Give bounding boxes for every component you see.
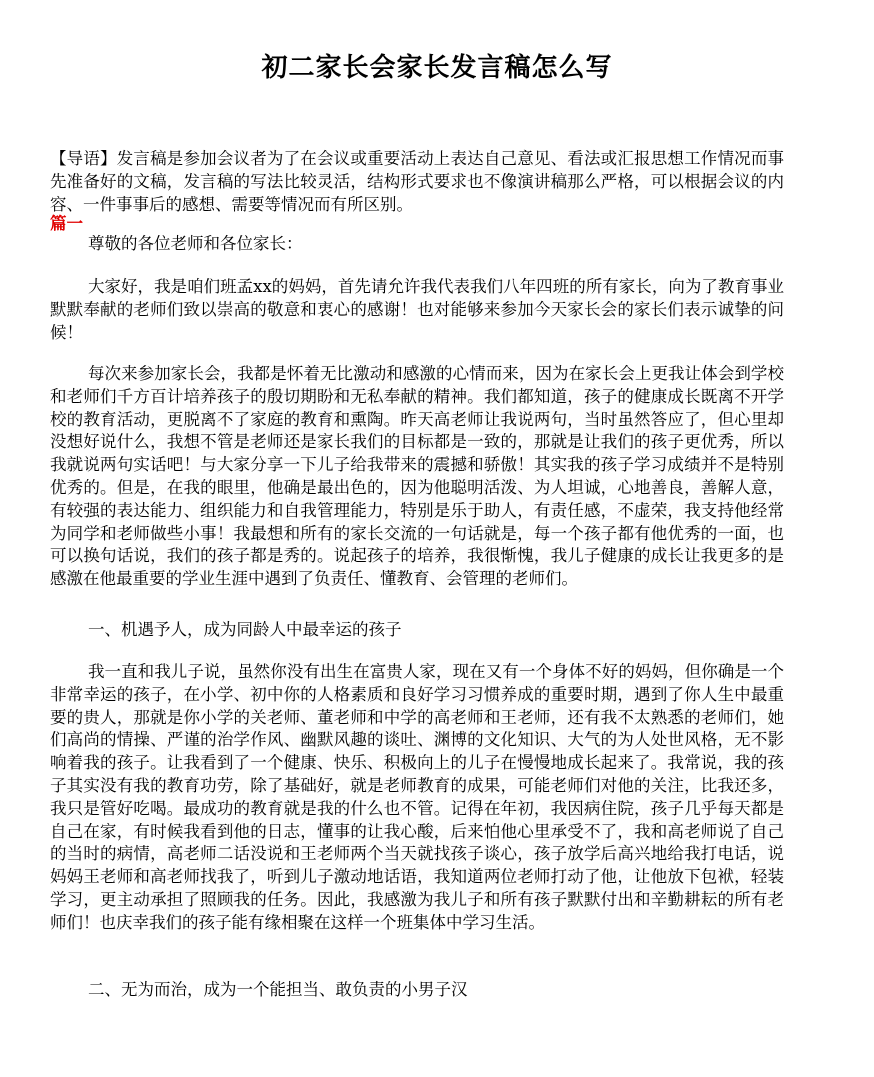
intro-paragraph (50, 148, 784, 216)
paragraph-2: 每次来参加家长会，我都是怀着无比激动和感激的心情而来，因为在家长会上更我让体会到学校和老师们千方百计培养孩子的殷切期盼和无私奉献的精神。我们都知道，孩子的健康成长既离不开学校的教育活动，更脱离不了家庭的教育和熏陶。昨天高老师让我说两句，当时虽然答应了，但心里却没想好说什么，我想不管是老师还是家长我们的目标都是一致的，那就是让我们的孩子更优秀，所以我就说两句实话吧！与大家分享一下儿子给我带来的震撼和骄傲！其实我的孩子学习成绩并不是特别优秀的。但是，在我的眼里，他确是最出色的，因为他聪明活泼、为人坦诚，心地善良，善解人意，有较强的表达能力、组织能力和自我管理能力，特别是乐于助人，有责任感，不虚荣，我支持他经常为同学和老师做些小事！我最想和所有的家长交流的一句话就是，每一个孩子都有他优秀的一面，也可以换句话说，我们的孩子都是秀的。说起孩子的培养，我很惭愧，我儿子健康的成长让我更多的是感激在他最重要的学业生涯中遇到了负责任、懂教育、会管理的老师们。 (50, 364, 784, 589)
greeting: 尊敬的各位老师和各位家长： (87, 234, 303, 253)
paragraph-3: 我一直和我儿子说，虽然你没有出生在富贵人家，现在又有一个身体不好的妈妈，但你确是一个非常幸运的孩子，在小学、初中你的人格素质和良好学习习惯养成的重要时期，遇到了你人生中最重要的贵人，那就是你小学的关老师、董老师和中学的高老师和王老师，还有我不太熟悉的老师们，她们高尚的情操、严谨的治学作风、幽默风趣的谈吐、渊博的文化知识、大气的为人处世风格，无不影响着我的孩子。让我看到了一个健康、快乐、积极向上的儿子在慢慢地成长起来了。我常说，我的孩子其实没有我的教育功劳，除了基础好，就是老师教育的成果，可能老师们对他的关注，比我还多，我只是管好吃喝。最成功的教育就是我的什么也不管。记得在年初，我因病住院，孩子几乎每天都是自己在家，有时候我看到他的日志，懂事的让我心酸，后来怕他心里承受不了，我和高老师说了自己的当时的病情，高老师二话没说和王老师两个当天就找孩子谈心，孩子放学后高兴地给我打电话，说妈妈王老师和高老师找我了，听到儿子激动地话语，我知道两位老师打动了他，让他放下包袱，轻装学习，更主动承担了照顾我的任务。因此，我感激为我儿子和所有孩子默默付出和辛勤耕耘的所有老师们！也庆幸我们的孩子能有缘相聚在这样一个班集体中学习生活。 (50, 662, 784, 932)
section-label: 篇一 (50, 214, 83, 233)
paragraph-1: 大家好，我是咱们班孟xx的妈妈，首先请允许我代表我们八年四班的所有家长，向为了教育事业默默奉献的老师们致以崇高的敬意和衷心的感谢！也对能够来参加今天家长会的家长们表示诚挚的问候！ (50, 277, 784, 342)
intro-text: 发言稿是参加会议者为了在会议或重要活动上表达自己意见、看法或汇报思想工作情况而事先准备好的文稿，发言稿的写法比较灵活，结构形式要求也不像演讲稿那么严格，可以根据会议的内容、一件事事后的感想、需要等情况而有所区别。 (50, 149, 785, 214)
heading-1: 一、机遇予人，成为同龄人中最幸运的孩子 (87, 620, 402, 639)
heading-2: 二、无为而治，成为一个能担当、敢负责的小男子汉 (87, 980, 468, 999)
document-title: 初二家长会家长发言稿怎么写 (261, 53, 613, 83)
intro-label: 【导语】 (50, 149, 117, 168)
